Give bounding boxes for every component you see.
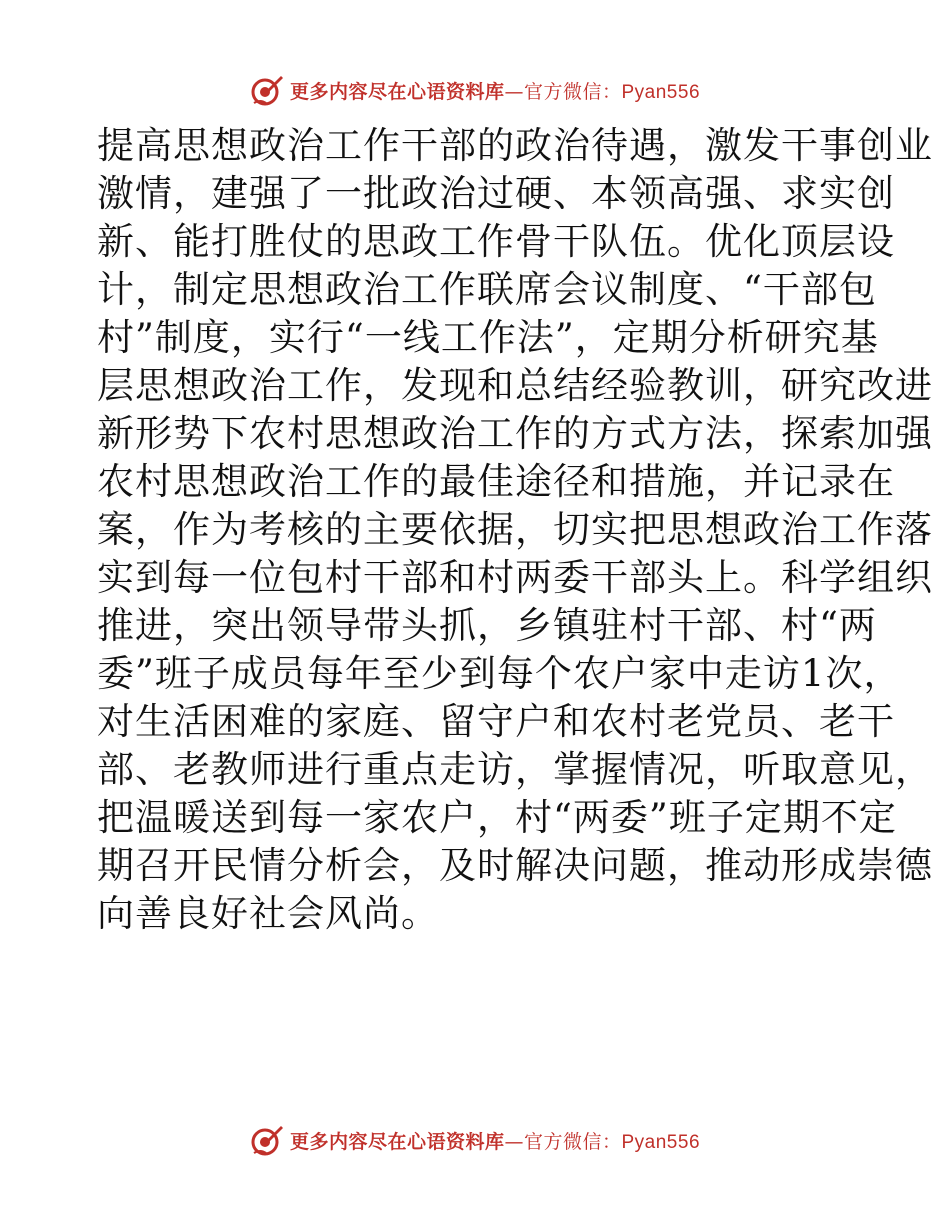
paragraph-line: 案，作为考核的主要依据，切实把思想政治工作落 [97,508,933,551]
footer-banner-wechat-label: 官方微信： [523,1130,622,1153]
paragraph-line: 部、老教师进行重点走访，掌握情况，听取意见， [97,748,933,791]
pen-logo-icon [250,1123,284,1157]
footer-banner-wechat-id: Pyan556 [621,1131,701,1153]
paragraph-line: 委”班子成员每年至少到每个农户家中走访1次， [97,652,902,695]
paragraph-line: 推进，突出领导带头抓，乡镇驻村干部、村“两 [97,604,877,647]
header-banner-main: 更多内容尽在心语资料库 [289,80,505,103]
footer-banner-separator: — [504,1130,524,1153]
paragraph-line: 期召开民情分析会，及时解决问题，推动形成崇德 [97,844,933,887]
footer-banner [0,1120,950,1160]
paragraph-line: 村”制度，实行“一线工作法”，定期分析研究基 [97,316,879,359]
header-banner [0,70,950,110]
pen-logo-icon [250,73,284,107]
header-banner-text [290,77,700,104]
header-banner-wechat-id: Pyan556 [621,81,701,103]
header-banner-separator: — [504,80,524,103]
paragraph-line: 新、能打胜仗的思政工作骨干队伍。优化顶层设 [97,220,895,263]
paragraph-line: 计，制定思想政治工作联席会议制度、“干部包 [97,268,877,311]
document-paragraph [97,122,933,938]
paragraph-line: 向善良好社会风尚。 [97,892,439,935]
paragraph-line: 实到每一位包村干部和村两委干部头上。科学组织 [97,556,933,599]
paragraph-line: 把温暖送到每一家农户，村“两委”班子定期不定 [97,796,897,839]
header-banner-wechat-label: 官方微信： [523,80,622,103]
paragraph-line: 新形势下农村思想政治工作的方式方法，探索加强 [97,412,933,455]
paragraph-line: 提高思想政治工作干部的政治待遇，激发干事创业 [97,124,933,167]
footer-banner-text [290,1127,700,1154]
paragraph-line: 激情，建强了一批政治过硬、本领高强、求实创 [97,172,895,215]
paragraph-line: 层思想政治工作，发现和总结经验教训，研究改进 [97,364,933,407]
paragraph-line: 农村思想政治工作的最佳途径和措施，并记录在 [97,460,895,503]
footer-banner-main: 更多内容尽在心语资料库 [289,1130,505,1153]
paragraph-line: 对生活困难的家庭、留守户和农村老党员、老干 [97,700,895,743]
